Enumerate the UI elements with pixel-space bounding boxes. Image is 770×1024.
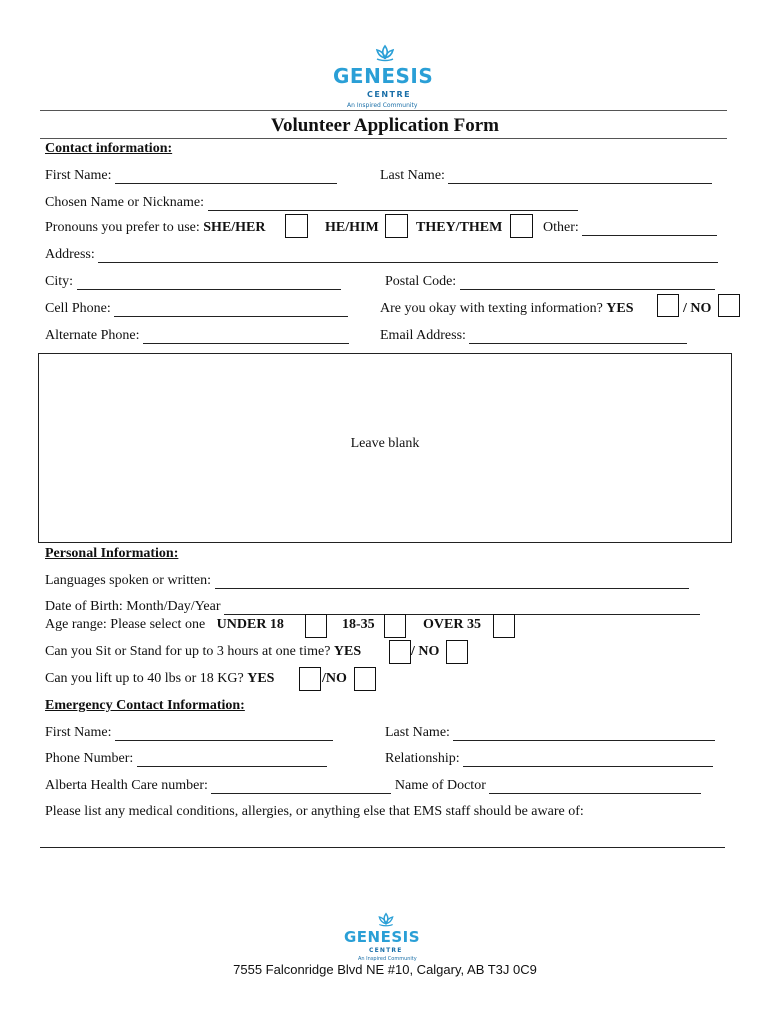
pronoun-she-label: SHE/HER (203, 220, 266, 235)
first-name-row (45, 168, 337, 184)
em-first-name-field[interactable] (115, 726, 333, 741)
logo-centre: CENTRE (367, 90, 412, 99)
em-first-name-row (45, 725, 333, 741)
languages-row (45, 573, 689, 589)
texting-label: Are you okay with texting information? (380, 301, 603, 316)
em-last-name-row (385, 725, 715, 741)
doctor-label: Name of Doctor (394, 778, 486, 793)
city-field[interactable] (77, 275, 341, 290)
age-under-label: UNDER 18 (216, 617, 284, 632)
health-card-label: Alberta Health Care number: (45, 778, 208, 793)
languages-field[interactable] (215, 574, 689, 589)
em-first-name-label: First Name: (45, 725, 112, 740)
lift-no-checkbox[interactable] (354, 667, 376, 691)
sit-no-checkbox[interactable] (446, 640, 468, 664)
age-under-checkbox[interactable] (305, 614, 327, 638)
city-label: City: (45, 274, 74, 289)
relationship-label: Relationship: (385, 751, 460, 766)
pronouns-row (45, 220, 266, 236)
footer-logo-tagline: An Inspired Community (358, 956, 417, 962)
relationship-field[interactable] (463, 752, 713, 767)
lift-label: Can you lift up to 40 lbs or 18 KG? (45, 671, 244, 686)
doctor-field[interactable] (489, 779, 701, 794)
city-row (45, 274, 341, 290)
sit-stand-row (45, 644, 361, 660)
texting-yes-label: YES (606, 301, 634, 316)
alt-phone-row (45, 328, 349, 344)
footer-logo-wordmark: GENESIS (344, 928, 421, 946)
personal-heading: Personal Information: (45, 546, 179, 561)
first-name-field[interactable] (115, 169, 337, 184)
sit-stand-label: Can you Sit or Stand for up to 3 hours at one time? (45, 644, 331, 659)
email-row (380, 328, 687, 344)
cell-field[interactable] (114, 302, 348, 317)
lift-no-label: /NO (322, 671, 347, 686)
lotus-icon (373, 44, 397, 62)
pronoun-they-checkbox[interactable] (510, 214, 533, 238)
lotus-icon (376, 912, 396, 927)
footer-logo (340, 912, 430, 964)
pronoun-he-label: HE/HIM (325, 220, 379, 235)
pronoun-other-row (543, 220, 717, 236)
texting-row (380, 301, 634, 317)
health-card-field[interactable] (211, 779, 391, 794)
languages-label: Languages spoken or written: (45, 573, 212, 588)
postal-field[interactable] (460, 275, 715, 290)
email-field[interactable] (469, 329, 687, 344)
address-field[interactable] (98, 248, 718, 263)
postal-label: Postal Code: (385, 274, 457, 289)
age-row (45, 617, 284, 633)
cell-row (45, 301, 348, 317)
first-name-label: First Name: (45, 168, 112, 183)
leave-blank-box (38, 353, 732, 543)
postal-row (385, 274, 715, 290)
age-mid-label: 18-35 (342, 617, 375, 632)
age-over-label: OVER 35 (423, 617, 481, 632)
title-rule (40, 138, 727, 139)
last-name-label: Last Name: (380, 168, 445, 183)
emergency-heading: Emergency Contact Information: (45, 698, 245, 713)
last-name-field[interactable] (448, 169, 712, 184)
pronoun-other-field[interactable] (582, 221, 717, 236)
pronoun-they-label: THEY/THEM (416, 220, 503, 235)
form-title: Volunteer Application Form (270, 115, 499, 136)
lift-yes-label: YES (247, 671, 275, 686)
logo-tagline: An Inspired Community (347, 102, 418, 109)
dob-field[interactable] (224, 600, 700, 615)
sit-yes-label: YES (333, 644, 362, 659)
age-over-checkbox[interactable] (493, 614, 515, 638)
sit-no-label: / NO (411, 644, 440, 659)
em-last-name-field[interactable] (453, 726, 715, 741)
sit-yes-checkbox[interactable] (389, 640, 411, 664)
em-phone-row (45, 751, 327, 767)
lift-row (45, 671, 274, 687)
alt-phone-field[interactable] (143, 329, 349, 344)
cell-label: Cell Phone: (45, 301, 111, 316)
age-mid-checkbox[interactable] (384, 614, 406, 638)
header-logo (325, 44, 445, 110)
health-card-row (45, 778, 701, 794)
address-row (45, 247, 718, 263)
last-name-row (380, 168, 712, 184)
logo-wordmark: GENESIS (333, 64, 434, 88)
footer-address: 7555 Falconridge Blvd NE #10, Calgary, AB T3J 0C9 (233, 962, 537, 977)
relationship-row (385, 751, 713, 767)
em-phone-field[interactable] (137, 752, 327, 767)
leave-blank-text: Leave blank (350, 436, 420, 451)
texting-no-checkbox[interactable] (718, 294, 740, 317)
age-label: Age range: Please select one (45, 617, 206, 632)
chosen-name-label: Chosen Name or Nickname: (45, 195, 205, 210)
chosen-name-field[interactable] (208, 196, 578, 211)
medical-field[interactable] (40, 833, 725, 848)
address-label: Address: (45, 247, 95, 262)
footer-logo-centre: CENTRE (369, 947, 403, 954)
contact-heading: Contact information: (45, 141, 173, 156)
texting-yes-checkbox[interactable] (657, 294, 679, 317)
chosen-name-row (45, 195, 578, 211)
texting-no-label: / NO (683, 301, 712, 316)
alt-phone-label: Alternate Phone: (45, 328, 140, 343)
lift-yes-checkbox[interactable] (299, 667, 321, 691)
email-label: Email Address: (380, 328, 466, 343)
dob-label: Date of Birth: Month/Day/Year (45, 599, 221, 614)
medical-label: Please list any medical conditions, allergies, or anything else that EMS staff should be aware of: (45, 804, 584, 819)
pronouns-label: Pronouns you prefer to use: (45, 220, 200, 235)
pronoun-she-checkbox[interactable] (285, 214, 308, 238)
pronoun-other-label: Other: (543, 220, 579, 235)
dob-row (45, 599, 700, 615)
em-phone-label: Phone Number: (45, 751, 134, 766)
pronoun-he-checkbox[interactable] (385, 214, 408, 238)
em-last-name-label: Last Name: (385, 725, 450, 740)
header-rule (40, 110, 727, 111)
